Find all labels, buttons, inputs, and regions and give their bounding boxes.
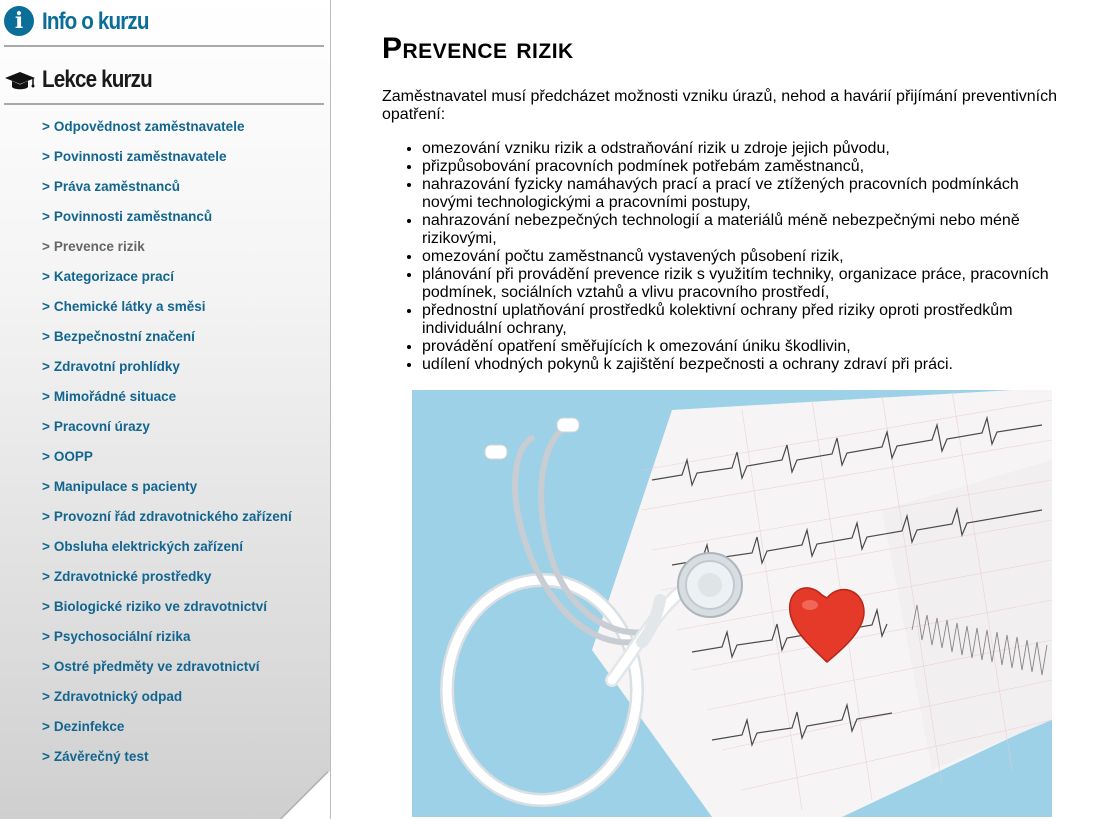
sidebar-item-label[interactable]: Odpovědnost zaměstnavatele (53, 119, 245, 134)
sidebar-item-arrow: > (42, 389, 50, 404)
sidebar-item-label[interactable]: Povinnosti zaměstnavatele (53, 149, 227, 164)
sidebar-item-arrow: > (42, 719, 50, 734)
sidebar-item-arrow: > (42, 269, 50, 284)
sidebar-item-7[interactable] (42, 325, 292, 355)
lessons-section-header (4, 62, 324, 105)
measure-item: • plánování při provádění prevence rizik s využitím techniky, organizace práce, pracovních podmínek, sociálních vztahů a vlivu pracovního prostředí, (422, 266, 1072, 302)
measure-item: • provádění opatření směřujících k omezování úniku škodlivin, (422, 338, 1072, 356)
sidebar-item-12[interactable] (42, 475, 292, 505)
sidebar-item-label[interactable]: Zdravotní prohlídky (53, 359, 180, 374)
measure-item: • nahrazování fyzicky namáhavých prací a prací ve ztížených pracovních podmínkách novými technologickými a pracovními postupy, (422, 176, 1072, 212)
sidebar-item-6[interactable] (42, 295, 292, 325)
sidebar-item-arrow: > (42, 449, 50, 464)
measure-item: • omezování počtu zaměstnanců vystavených působení rizik, (422, 248, 1072, 266)
sidebar-item-10[interactable] (42, 415, 292, 445)
lesson-nav-list (42, 115, 292, 775)
page-title: Prevence rizik (382, 32, 574, 65)
sidebar-item-13[interactable] (42, 505, 292, 535)
sidebar-item-0[interactable] (42, 115, 292, 145)
measure-item: • přizpůsobování pracovních podmínek potřebám zaměstnanců, (422, 158, 1072, 176)
sidebar-item-arrow: > (42, 299, 50, 314)
sidebar-item-arrow: > (42, 149, 50, 164)
sidebar-item-label[interactable]: Psychosociální rizika (53, 629, 191, 644)
sidebar-item-arrow: > (42, 749, 50, 764)
graduation-cap-icon (4, 70, 36, 97)
sidebar-item-11[interactable] (42, 445, 292, 475)
sidebar-item-15[interactable] (42, 565, 292, 595)
sidebar-item-label[interactable]: Kategorizace prací (53, 269, 174, 284)
sidebar-item-label[interactable]: Povinnosti zaměstnanců (53, 209, 213, 224)
info-icon: i (4, 6, 34, 36)
sidebar-item-arrow: > (42, 689, 50, 704)
sidebar-item-label[interactable]: Biologické riziko ve zdravotnictví (53, 599, 267, 614)
sidebar-item-label[interactable]: Mimořádné situace (53, 389, 177, 404)
sidebar-item-label[interactable]: Provozní řád zdravotnického zařízení (53, 509, 292, 524)
sidebar-item-label[interactable]: Bezpečnostní značení (53, 329, 195, 344)
sidebar-item-5[interactable] (42, 265, 292, 295)
sidebar-item-arrow: > (42, 629, 50, 644)
sidebar-item-16[interactable] (42, 595, 292, 625)
sidebar (0, 0, 331, 819)
measures-list (382, 140, 1072, 374)
sidebar-item-17[interactable] (42, 625, 292, 655)
measure-item: • omezování vzniku rizik a odstraňování rizik u zdroje jejich původu, (422, 140, 1072, 158)
sidebar-item-21[interactable] (42, 745, 292, 775)
sidebar-item-label[interactable]: Obsluha elektrických zařízení (53, 539, 243, 554)
lessons-title: Lekce kurzu (42, 66, 152, 93)
sidebar-item-arrow: > (42, 509, 50, 524)
measure-item: • udílení vhodných pokynů k zajištění bezpečnosti a ochrany zdraví při práci. (422, 356, 1072, 374)
sidebar-item-label[interactable]: Pracovní úrazy (53, 419, 150, 434)
intro-text: Zaměstnavatel musí předcházet možnosti vzniku úrazů, nehod a havárií přijímání preventivních opatření: (382, 88, 1057, 123)
measure-item: • přednostní uplatňování prostředků kolektivní ochrany před riziky oproti prostředkům individuální ochrany, (422, 302, 1072, 338)
sidebar-item-label[interactable]: Zdravotnické prostředky (53, 569, 212, 584)
sidebar-item-arrow: > (42, 359, 50, 374)
sidebar-item-1[interactable] (42, 145, 292, 175)
sidebar-item-14[interactable] (42, 535, 292, 565)
sidebar-item-arrow: > (42, 479, 50, 494)
sidebar-item-arrow: > (42, 419, 50, 434)
info-section-header[interactable] (4, 4, 324, 47)
sidebar-item-label[interactable]: Chemické látky a směsi (53, 299, 206, 314)
page-curl (282, 771, 330, 819)
stethoscope-ecg-heart-image (412, 390, 1052, 817)
sidebar-item-arrow: > (42, 239, 50, 254)
sidebar-item-label[interactable]: OOPP (53, 449, 93, 464)
sidebar-item-arrow: > (42, 569, 50, 584)
sidebar-item-20[interactable] (42, 715, 292, 745)
sidebar-item-arrow: > (42, 539, 50, 554)
sidebar-item-2[interactable] (42, 175, 292, 205)
measure-item: • nahrazování nebezpečných technologií a materiálů méně nebezpečnými nebo méně rizikovými, (422, 212, 1072, 248)
sidebar-item-arrow: > (42, 179, 50, 194)
sidebar-item-arrow: > (42, 599, 50, 614)
sidebar-item-label[interactable]: Ostré předměty ve zdravotnictví (53, 659, 260, 674)
sidebar-item-8[interactable] (42, 355, 292, 385)
sidebar-item-arrow: > (42, 209, 50, 224)
sidebar-item-label[interactable]: Prevence rizik (53, 239, 145, 254)
sidebar-item-19[interactable] (42, 685, 292, 715)
sidebar-item-9[interactable] (42, 385, 292, 415)
sidebar-item-label[interactable]: Zdravotnický odpad (53, 689, 183, 704)
sidebar-item-label[interactable]: Manipulace s pacienty (53, 479, 198, 494)
sidebar-item-3[interactable] (42, 205, 292, 235)
sidebar-item-label[interactable]: Dezinfekce (53, 719, 125, 734)
sidebar-item-arrow: > (42, 119, 50, 134)
sidebar-item-arrow: > (42, 659, 50, 674)
sidebar-item-arrow: > (42, 329, 50, 344)
sidebar-item-label[interactable]: Závěrečný test (53, 749, 149, 764)
sidebar-item-label[interactable]: Práva zaměstnanců (53, 179, 180, 194)
info-title[interactable]: Info o kurzu (42, 8, 149, 35)
sidebar-item-4[interactable] (42, 235, 292, 265)
sidebar-item-18[interactable] (42, 655, 292, 685)
